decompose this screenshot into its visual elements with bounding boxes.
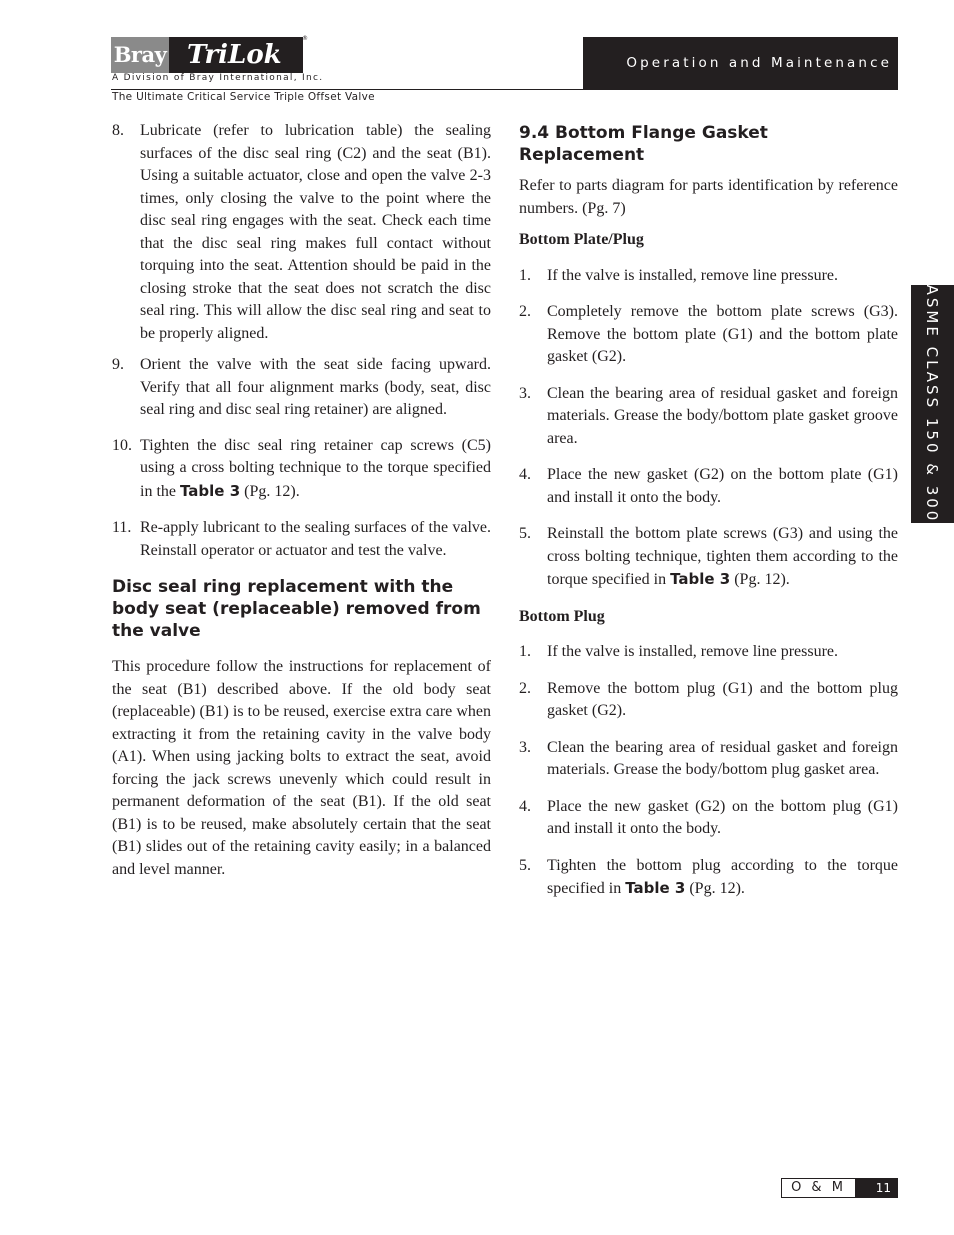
list-item [519,464,898,509]
logo-trilok-text: TriLok [169,37,303,73]
logo-bray-text: Bray [111,37,169,73]
list-number: 11. [112,519,132,536]
list-item [519,265,898,288]
list-number: 2. [519,679,531,697]
list-item [519,796,898,841]
list-text: Lubricate (refer to lubrication table) the sealing surfaces of the disc seal ring (C2) and the seat (B1). Using a suitable actuator, close and open the valve 2-3 times, only closing the valve to the point where the disc seal ring engages with the seat. Check each time that the disc seal ring makes full contact without torquing into the seat. Attention should be paid in the closing stroke that the seat does not scratch the disc seal ring. This will allow the disc seal ring and seat to be properly aligned. [140,122,491,342]
list-item [519,678,898,723]
continued-steps-list [112,120,491,562]
subheading-bottom-plug: Bottom Plug [519,607,605,625]
list-item [519,301,898,369]
list-item [519,641,898,664]
list-item [112,120,491,345]
list-text: Tighten the bottom plug according to the torque specified in [547,856,898,897]
list-item [112,517,491,562]
list-number: 1. [519,266,531,284]
table-reference: Table 3 [625,879,686,897]
list-text: (Pg. 12). [730,571,790,588]
section-heading: Disc seal ring replacement with the body seat (replaceable) removed from the valve [112,577,481,641]
list-text: If the valve is installed, remove line pressure. [547,643,839,660]
list-item [519,383,898,451]
subheading-bottom-plate: Bottom Plate/Plug [519,231,644,248]
list-number: 8. [112,122,124,139]
bottom-plug-steps [519,641,898,901]
list-text: Re-apply lubricant to the sealing surfaces of the valve. Reinstall operator or actuator and test the valve. [140,519,491,559]
list-text: (Pg. 12). [685,880,745,897]
list-text: (Pg. 12). [240,482,300,500]
list-text: Remove the bottom plug (G1) and the bottom plug gasket (G2). [547,679,898,719]
intro-paragraph: Refer to parts diagram for parts identification by reference numbers. (Pg. 7) [519,177,898,217]
list-text: Orient the valve with the seat side facing upward. Verify that all four alignment marks (body, seat, disc seal ring and disc seal ring retainer) are aligned. [140,356,491,418]
list-number: 4. [519,797,531,815]
list-text: If the valve is installed, remove line pressure. [547,266,839,284]
list-text: Completely remove the bottom plate screws (G3). Remove the bottom plate (G1) and the bottom plate gasket (G2). [547,303,898,365]
list-text: Place the new gasket (G2) on the bottom plate (G1) and install it onto the body. [547,466,898,506]
table-reference: Table 3 [180,481,241,500]
left-column [112,120,491,881]
list-number: 3. [519,384,531,402]
section-heading: 9.4 Bottom Flange Gasket Replacement [519,123,768,165]
list-number: 5. [519,525,531,542]
list-text: Clean the bearing area of residual gasket and foreign materials. Grease the body/bottom plate gasket groove area. [547,384,898,447]
list-number: 10. [112,436,132,454]
list-number: 5. [519,856,531,874]
footer-label: O & M [781,1178,856,1198]
bottom-plate-steps [519,265,898,592]
list-text: Clean the bearing area of residual gasket and foreign materials. Grease the body/bottom plug gasket area. [547,738,898,778]
side-tab-label: ASME CLASS 150 & 300 [923,284,941,524]
manual-title-banner: Operation and Maintenance Manual [583,37,898,90]
list-text: Place the new gasket (G2) on the bottom plug (G1) and install it onto the body. [547,797,898,837]
list-text: Reinstall the bottom plate screws (G3) and using the cross bolting technique, tighten them according to the torque specified in [547,525,898,588]
list-item [519,855,898,901]
body-paragraph: This procedure follow the instructions for replacement of the seat (B1) described above. If the old body seat (replaceable) (B1) is to be reused, exercise extra care when extracting it from the retaining cavity in the valve body (A1). When using jacking bolts to extract the seat, avoid forcing the jack screws unevenly which could result in permanent deformation of the seat (B1). If the old seat (B1) is to be reused, make absolutely certain that the seat (B1) slides out of the retaining cavity easily; in a balanced and level manner. [112,658,491,878]
list-text: Tighten the disc seal ring retainer cap screws (C5) using a cross bolting technique to the torque specified in the [140,436,491,500]
table-reference: Table 3 [670,570,731,588]
header-divider [111,89,584,90]
bray-trilok-logo [111,37,303,73]
list-number: 2. [519,303,531,320]
list-number: 3. [519,738,531,756]
page-number: 11 [856,1178,898,1198]
section-side-tab [911,285,954,523]
list-number: 4. [519,466,531,483]
list-item [519,737,898,782]
list-item [519,523,898,592]
registered-mark-icon: ® [302,35,308,42]
list-item [112,435,491,504]
list-number: 9. [112,356,124,373]
list-item [112,354,491,422]
right-column [519,120,898,901]
list-number: 1. [519,643,531,660]
tagline: The Ultimate Critical Service Triple Offset Valve [112,91,375,103]
division-text: A Division of Bray International, Inc. [112,73,324,83]
